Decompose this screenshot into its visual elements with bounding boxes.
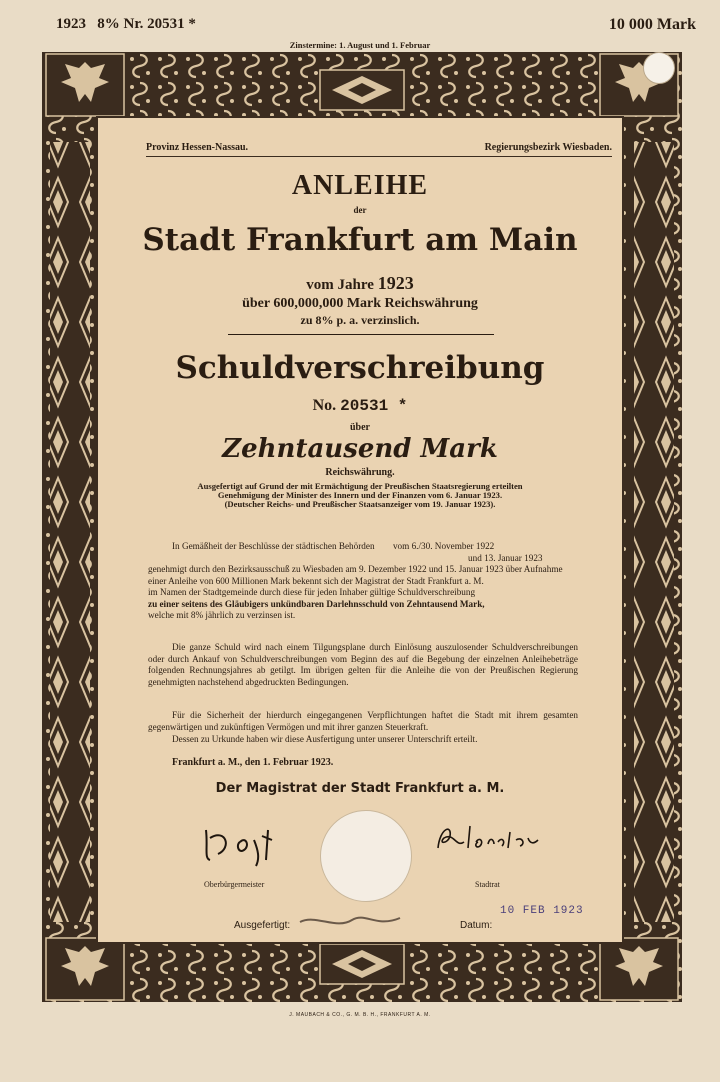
authorization-line: (Deutscher Reichs- und Preußischer Staatsanzeiger vom 19. Januar 1923). <box>224 499 496 509</box>
body-line: zu einer seitens des Gläubigers unkündbaren Darlehnsschuld von Zehntausend Mark, <box>148 598 485 609</box>
authorization-line: Genehmigung der Minister des Innern und der Finanzen vom 6. Januar 1923. <box>217 490 503 500</box>
interest-dates: Zinstermine: 1. August und 1. Februar <box>289 40 431 50</box>
face-value: 10 000 Mark <box>608 16 696 33</box>
embossed-seal <box>320 810 412 902</box>
signature-right-icon <box>430 818 550 858</box>
body-line: welche mit 8% jährlich zu verzinsen ist. <box>148 610 296 620</box>
doc-number <box>96 397 624 415</box>
body-line: In Gemäßheit der Beschlüsse der städtischen Behörden vom 6./30. November 1922 <box>172 541 495 551</box>
doc-ueber: über <box>350 422 370 433</box>
body-line: genehmigt durch den Bezirksausschuß zu Wiesbaden am 9. Dezember 1922 und 15. Januar 1923 über Aufnahme <box>148 564 563 574</box>
place-date: Frankfurt a. M., den 1. Februar 1923. <box>172 757 334 768</box>
district-label: Regierungsbezirk Wiesbaden. <box>484 142 612 153</box>
date-stamp: 10 FEB 1923 <box>500 905 584 917</box>
authorization-line: Ausgefertigt auf Grund der mit Ermächtigung der Preußischen Staatsregierung erteilten <box>197 481 523 491</box>
issuer: Der Magistrat der Stadt Frankfurt a. M. <box>215 781 505 796</box>
body-paragraph-4: Dessen zu Urkunde haben wir diese Ausfertigung unter unserer Unterschrift erteilt. <box>172 734 478 744</box>
title-der: der <box>353 205 367 215</box>
body-line: im Namen der Stadtgemeinde durch diese für jeden Inhaber gültige Schuldverschreibung <box>148 587 476 597</box>
authorization-note <box>96 482 624 509</box>
datum-label: Datum: <box>460 920 493 931</box>
title-interest: zu 8% p. a. verzinslich. <box>300 313 420 327</box>
title-total: über 600,000,000 Mark Reichswährung <box>242 296 478 311</box>
body-line: und 13. Januar 1923 <box>468 552 543 563</box>
body-paragraph-2: Die ganze Schuld wird nach einem Tilgungsplane durch Einlösung auszulosender Schuldverschreibungen oder durch Ankauf von Schuldverschreibungen vom Beginn des auf die Begebung der einzelnen Anleihebeträge folgenden Rechnungsjahres ab getilgt. Im übrigen gelten für die Anleihe die von der Preußischen Regierung genehmigten nachstehend abgedruckten Bedingungen. <box>148 642 578 687</box>
printer-imprint: J. MAUBACH & CO., G. M. B. H., FRANKFURT A. M. <box>289 1012 431 1018</box>
province-label: Provinz Hessen-Nassau. <box>146 142 249 153</box>
top-line <box>56 16 696 36</box>
doc-currency: Reichswährung. <box>325 467 395 478</box>
signature-ausgefertigt-icon <box>296 908 406 934</box>
signature-left-icon <box>196 818 296 868</box>
year-prefix: vom Jahre <box>306 277 378 293</box>
doc-type: Schuldverschreibung <box>175 350 545 386</box>
panel-header <box>146 142 612 153</box>
body-paragraph-3: Für die Sicherheit der hierdurch eingegangenen Verpflichtungen haftet die Stadt mit ihrem gesamten gegenwärtigen und zukünftigen Vermögen und mit ihrer ganzen Steuerkraft. <box>148 710 578 732</box>
doc-number-value: 20531 * <box>340 397 408 415</box>
year-value: 1923 <box>377 273 414 293</box>
signer-title-right: Stadtrat <box>475 880 500 889</box>
signer-title-left: Oberbürgermeister <box>204 880 265 889</box>
body-paragraph-1 <box>148 541 578 622</box>
header-divider <box>146 156 612 157</box>
doc-number-label: No. <box>312 397 341 414</box>
series-number: 1923 8% Nr. 20531 * <box>56 16 196 32</box>
doc-amount: Zehntausend Mark <box>222 434 498 464</box>
title-anleihe: ANLEIHE <box>291 170 429 201</box>
title-city: Stadt Frankfurt am Main <box>142 222 578 258</box>
title-year <box>96 273 624 294</box>
ausgefertigt-label: Ausgefertigt: <box>234 920 291 931</box>
title-rule <box>228 334 494 335</box>
punch-hole <box>643 52 675 84</box>
body-line: einer Anleihe von 600 Millionen Mark bekennt sich der Magistrat der Stadt Frankfurt a. M. <box>148 575 484 586</box>
